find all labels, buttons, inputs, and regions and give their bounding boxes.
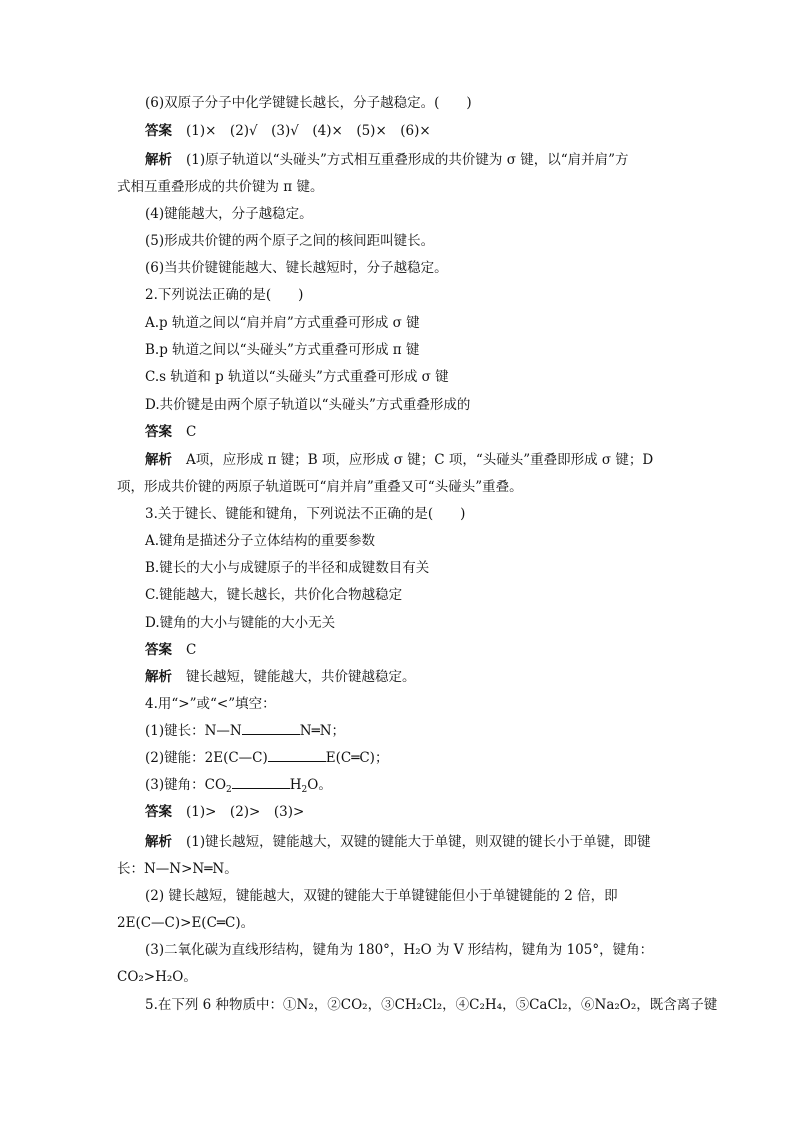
answer-label: 答案 xyxy=(145,424,172,440)
analysis-line-q3 xyxy=(145,667,416,687)
analysis-text-cont: 项，形成共价键的两原子轨道既可“肩并肩”重叠又可“头碰头”重叠。 xyxy=(117,479,523,495)
analysis-text: 键长越短，键能越大，共价键越稳定。 xyxy=(186,669,416,685)
subscript: 2 xyxy=(301,785,308,795)
question-4-item-2 xyxy=(145,748,388,768)
question-2-option-b: B.p 轨道之间以“头碰头”方式重叠可形成 π 键 xyxy=(145,342,420,358)
answer-line-q1 xyxy=(145,121,431,141)
analysis-label: 解析 xyxy=(145,452,172,468)
answer-label: 答案 xyxy=(145,123,172,139)
question-4-item-3 xyxy=(145,775,332,795)
answer-label: 答案 xyxy=(145,804,172,820)
answer-line-q2 xyxy=(145,422,196,442)
question-5-stem: 5.在下列 6 种物质中：①N₂，②CO₂，③CH₂Cl₂，④C₂H₄，⑤CaCl₂，⑥Na₂O₂，既含离子键 xyxy=(145,997,718,1013)
analysis-point-3: (3)二氧化碳为直线形结构，键角为 180°，H₂O 为 V 形结构，键角为 105°，键角： xyxy=(145,942,654,958)
answer-line-q3 xyxy=(145,640,196,660)
analysis-text-cont: 式相互重叠形成的共价键为 π 键。 xyxy=(117,179,324,195)
answer-value: C xyxy=(186,642,197,658)
fill-blank xyxy=(232,776,290,789)
answer-label: 答案 xyxy=(145,642,172,658)
analysis-point-6: (6)当共价键键能越大、键长越短时，分子越稳定。 xyxy=(145,260,448,276)
analysis-line-q2 xyxy=(145,450,653,470)
analysis-text: (1)原子轨道以“头碰头”方式相互重叠形成的共价键为 σ 键，以“肩并肩”方 xyxy=(186,152,629,168)
analysis-point-2: (2) 键长越短，键能越大，双键的键能大于单键键能但小于单键键能的 2 倍，即 xyxy=(145,888,618,904)
analysis-label: 解析 xyxy=(145,669,172,685)
analysis-line-q4 xyxy=(145,832,651,852)
question-4-stem: 4.用“>”或“<”填空： xyxy=(145,696,276,712)
answer-line-q4 xyxy=(145,802,304,822)
question-2-option-d: D.共价键是由两个原子轨道以“头碰头”方式重叠形成的 xyxy=(145,397,471,413)
item-text: (3)键角：CO xyxy=(145,777,227,793)
analysis-text-cont: 2E(C—C)>E(C═C)。 xyxy=(117,915,255,931)
item-text: E(C═C)； xyxy=(325,750,389,766)
analysis-text: (1)键长越短，键能越大，双键的键能大于单键，则双键的键长小于单键，即键 xyxy=(186,834,651,850)
question-2-option-c: C.s 轨道和 p 轨道以“头碰头”方式重叠可形成 σ 键 xyxy=(145,369,449,385)
analysis-text-cont: 长：N—N>N═N。 xyxy=(117,861,238,877)
fill-blank xyxy=(242,722,300,735)
answer-value: C xyxy=(186,424,197,440)
item-text: O。 xyxy=(307,777,332,793)
question-2-stem: 2.下列说法正确的是( ) xyxy=(145,287,304,303)
subscript: 2 xyxy=(226,785,232,795)
answer-value: (1)× (2)√ (3)√ (4)× (5)× (6)× xyxy=(186,123,431,139)
analysis-label: 解析 xyxy=(145,834,172,850)
question-6-text: (6)双原子分子中化学键键长越长，分子越稳定。( ) xyxy=(145,95,472,111)
question-4-item-1 xyxy=(145,721,345,741)
item-text: (1)键长：N—N xyxy=(145,723,242,739)
item-text: H xyxy=(289,777,302,793)
analysis-text: A项，应形成 π 键；B 项，应形成 σ 键；C 项，“头碰头”重叠即形成 σ 键；D xyxy=(186,452,654,468)
question-3-stem: 3.关于键长、键能和键角，下列说法不正确的是( ) xyxy=(145,506,466,522)
question-3-option-c: C.键能越大，键长越长，共价化合物越稳定 xyxy=(145,587,403,603)
analysis-point-5: (5)形成共价键的两个原子之间的核间距叫键长。 xyxy=(145,233,435,249)
fill-blank xyxy=(268,749,326,762)
answer-value: (1)> (2)> (3)> xyxy=(186,804,305,820)
question-3-option-a: A.键角是描述分子立体结构的重要参数 xyxy=(145,533,376,549)
analysis-line-q1 xyxy=(145,150,629,170)
question-3-option-d: D.键角的大小与键能的大小无关 xyxy=(145,615,336,631)
analysis-point-4: (4)键能越大，分子越稳定。 xyxy=(145,206,313,222)
question-2-option-a: A.p 轨道之间以“肩并肩”方式重叠可形成 σ 键 xyxy=(145,315,420,331)
analysis-text-cont: CO₂>H₂O。 xyxy=(117,969,197,985)
item-text: N═N； xyxy=(299,723,346,739)
item-text: (2)键能：2E(C—C) xyxy=(145,750,268,766)
question-3-option-b: B.键长的大小与成键原子的半径和成键数目有关 xyxy=(145,560,430,576)
analysis-label: 解析 xyxy=(145,152,172,168)
